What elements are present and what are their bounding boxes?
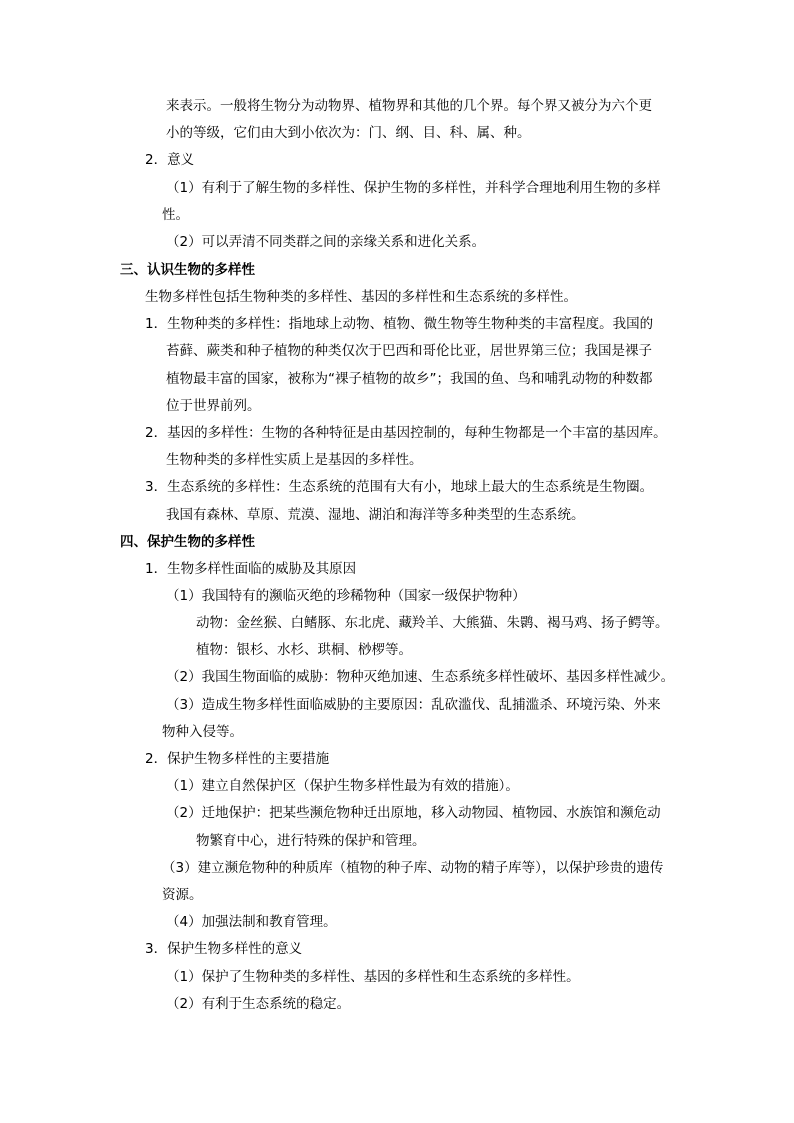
text-line: （4）加强法制和教育管理。	[166, 914, 337, 930]
text-line: 我国有森林、草原、荒漠、湿地、湖泊和海洋等多种类型的生态系统。	[166, 507, 585, 523]
text-line: （2）有利于生态系统的稳定。	[166, 996, 351, 1012]
text-line: 生物多样性包括生物种类的多样性、基因的多样性和生态系统的多样性。	[145, 289, 577, 305]
text-line: 物种入侵等。	[162, 724, 243, 740]
text-line: 来表示。一般将生物分为动物界、植物界和其他的几个界。每个界又被分为六个更	[166, 98, 652, 114]
text-line: 位于世界前列。	[166, 398, 261, 414]
text-line: 1．生物种类的多样性：指地球上动物、植物、微生物等生物种类的丰富程度。我国的	[145, 316, 654, 332]
text-line: （1）有利于了解生物的多样性、保护生物的多样性，并科学合理地利用生物的多样	[166, 180, 661, 196]
text-line: 2．基因的多样性：生物的各种特征是由基因控制的，每种生物都是一个丰富的基因库。	[145, 425, 667, 441]
text-line: 2．意义	[145, 152, 195, 168]
text-line: 3．生态系统的多样性：生态系统的范围有大有小，地球上最大的生态系统是生物圈。	[145, 479, 654, 495]
text-line: 生物种类的多样性实质上是基因的多样性。	[166, 452, 423, 468]
text-line: 苔藓、蕨类和种子植物的种类仅次于巴西和哥伦比亚，居世界第三位；我国是裸子	[166, 343, 652, 359]
section-heading: 三、认识生物的多样性	[120, 262, 255, 278]
text-line: 资源。	[162, 887, 203, 903]
text-line: 小的等级，它们由大到小依次为：门、纲、目、科、属、种。	[166, 125, 531, 141]
text-line: （2）可以弄清不同类群之间的亲缘关系和进化关系。	[166, 234, 486, 250]
text-line: （1）建立自然保护区（保护生物多样性最为有效的措施）。	[166, 778, 519, 794]
text-line: 动物：金丝猴、白鳍豚、东北虎、藏羚羊、大熊猫、朱鹮、褐马鸡、扬子鳄等。	[196, 615, 669, 631]
text-line: （2）迁地保护：把某些濒危物种迁出原地，移入动物园、植物园、水族馆和濒危动	[166, 805, 661, 821]
text-line: 2．保护生物多样性的主要措施	[145, 751, 330, 767]
text-line: 1．生物多样性面临的威胁及其原因	[145, 561, 357, 577]
text-line: （3）建立濒危物种的种质库（植物的种子库、动物的精子库等），以保护珍贵的遗传	[162, 860, 664, 876]
section-heading: 四、保护生物的多样性	[120, 534, 255, 550]
text-line: （1）我国特有的濒临灭绝的珍稀物种（国家一级保护物种）	[166, 588, 526, 604]
text-line: （2）我国生物面临的威胁：物种灭绝加速、生态系统多样性破坏、基因多样性减少。	[166, 669, 675, 685]
text-line: 植物最丰富的国家，被称为“裸子植物的故乡”；我国的鱼、鸟和哺乳动物的种数都	[166, 371, 653, 387]
text-line: 3．保护生物多样性的意义	[145, 941, 303, 957]
text-line: （3）造成生物多样性面临威胁的主要原因：乱砍滥伐、乱捕滥杀、环境污染、外来	[166, 697, 661, 713]
text-line: 物繁育中心，进行特殊的保护和管理。	[196, 833, 426, 849]
text-line: 性。	[162, 207, 189, 223]
text-line: 植物：银杉、水杉、珙桐、桫椤等。	[196, 642, 412, 658]
text-line: （1）保护了生物种类的多样性、基因的多样性和生态系统的多样性。	[166, 969, 580, 985]
